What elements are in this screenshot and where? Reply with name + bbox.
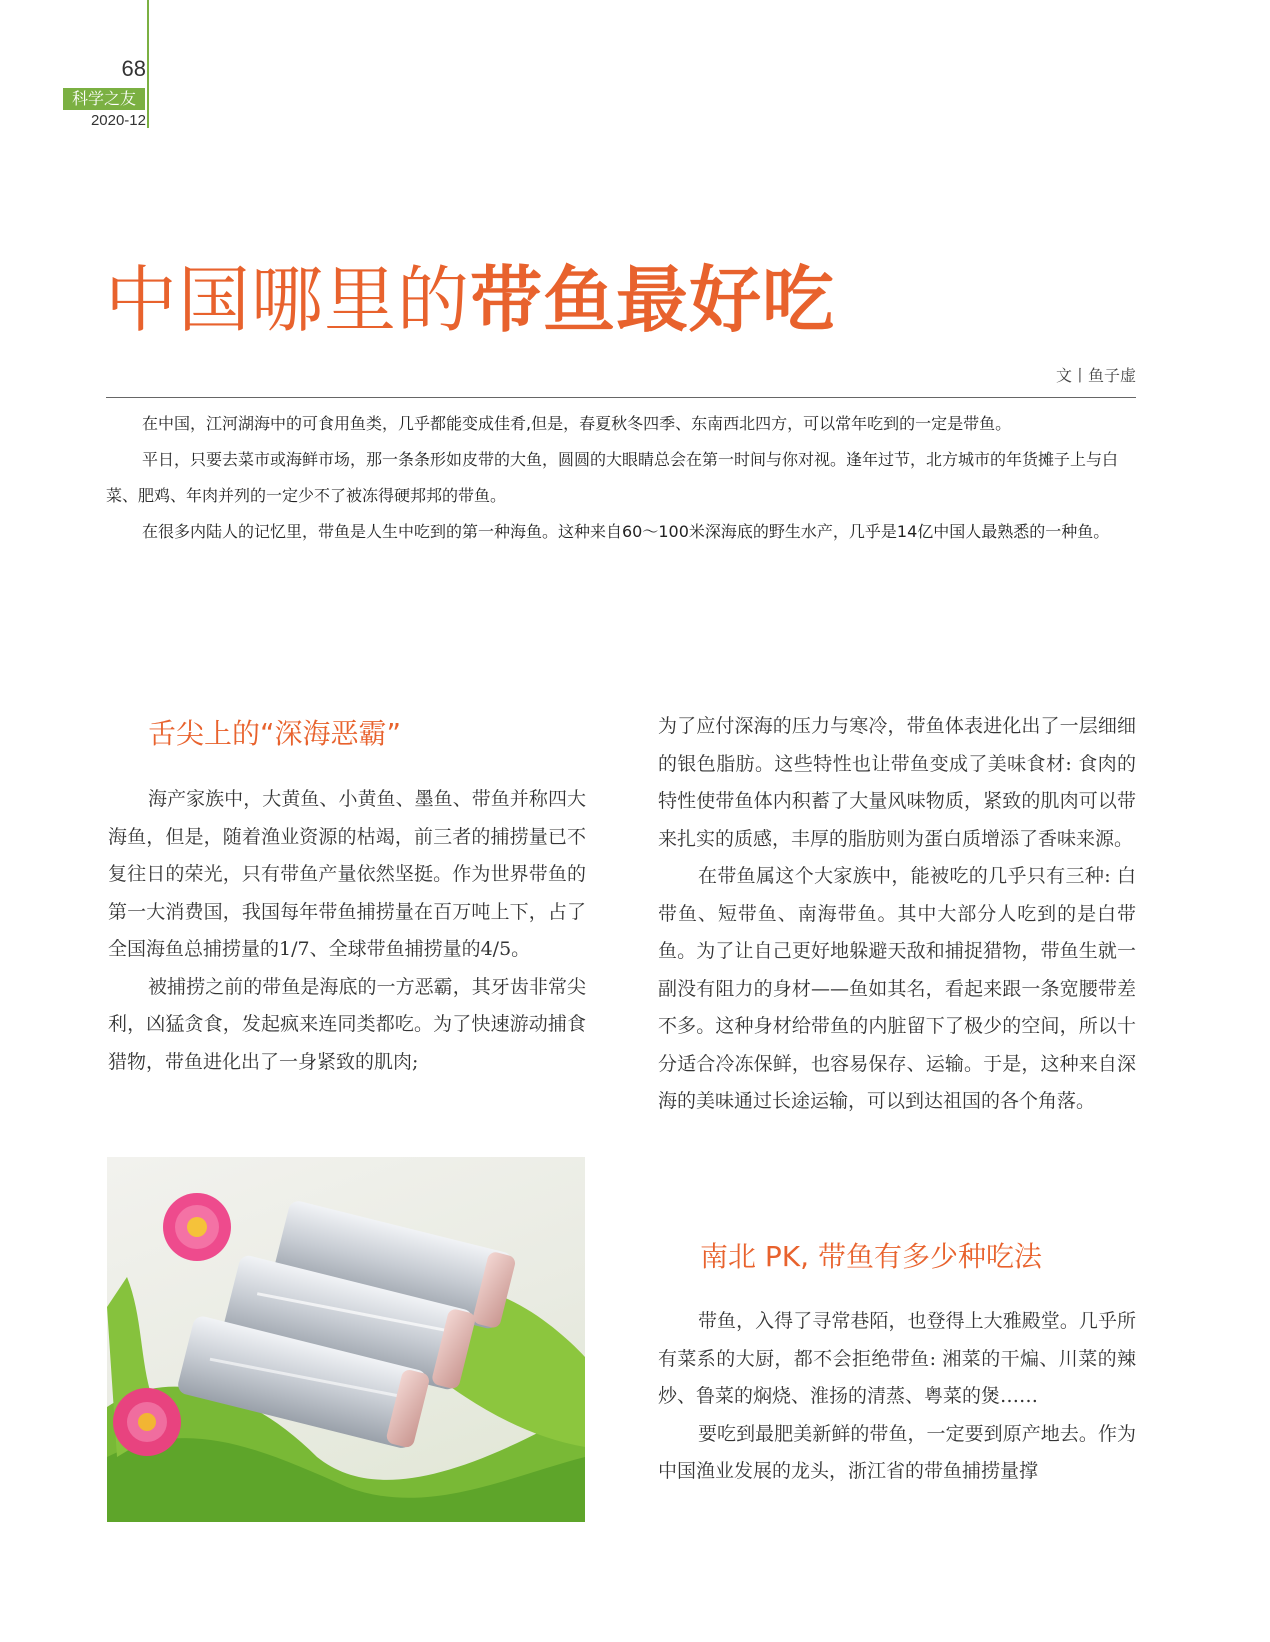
section-heading-north-south: 南北 PK, 带鱼有多少种吃法 xyxy=(700,1240,1042,1273)
author-byline: 文丨鱼子虚 xyxy=(1055,366,1136,385)
body-paragraph: 为了应付深海的压力与寒冷，带鱼体表进化出了一层细细的银色脂肪。这些特性也让带鱼变成了美味食材: 食肉的特性使带鱼体内积蓄了大量风味物质，紧致的肌肉可以带来扎实的质感，丰厚的脂肪则为蛋白质增添了香味来源。 xyxy=(658,715,1136,850)
intro-block xyxy=(106,406,1136,550)
body-paragraph: 带鱼，入得了寻常巷陌，也登得上大雅殿堂。几乎所有菜系的大厨，都不会拒绝带鱼: 湘菜的干煸、川菜的辣炒、鲁菜的焖烧、淮扬的清蒸、粤菜的煲…… xyxy=(658,1310,1136,1407)
title-light-part: 中国哪里的 xyxy=(105,258,471,342)
title-divider xyxy=(106,397,1136,398)
right-column-lower xyxy=(658,1303,1136,1491)
hairtail-fish-photo xyxy=(107,1157,585,1522)
right-column xyxy=(658,708,1136,1121)
intro-paragraph: 平日，只要去菜市或海鲜市场，那一条条形如皮带的大鱼，圆圆的大眼睛总会在第一时间与你对视。逢年过节，北方城市的年货摊子上与白菜、肥鸡、年肉并列的一定少不了被冻得硬邦邦的带鱼。 xyxy=(106,450,1119,505)
body-paragraph: 要吃到最肥美新鲜的带鱼，一定要到原产地去。作为中国渔业发展的龙头，浙江省的带鱼捕捞量撑 xyxy=(658,1422,1136,1482)
magazine-name-badge: 科学之友 xyxy=(63,88,145,110)
pink-flower-icon xyxy=(113,1388,181,1456)
page-number: 68 xyxy=(121,56,146,81)
intro-paragraph: 在中国，江河湖海中的可食用鱼类，几乎都能变成佳肴,但是，春夏秋冬四季、东南西北四方，可以常年吃到的一定是带鱼。 xyxy=(142,414,1012,433)
body-paragraph: 在带鱼属这个大家族中，能被吃的几乎只有三种: 白带鱼、短带鱼、南海带鱼。其中大部分人吃到的是白带鱼。为了让自己更好地躲避天敌和捕捉猎物，带鱼生就一副没有阻力的身材——鱼如其名，看起来跟一条宽腰带差不多。这种身材给带鱼的内脏留下了极少的空间，所以十分适合冷冻保鲜，也容易保存、运输。于是，这种来自深海的美味通过长途运输，可以到达祖国的各个角落。 xyxy=(658,865,1136,1112)
body-paragraph: 海产家族中，大黄鱼、小黄鱼、墨鱼、带鱼并称四大海鱼，但是，随着渔业资源的枯竭，前三者的捕捞量已不复往日的荣光，只有带鱼产量依然坚挺。作为世界带鱼的第一大消费国，我国每年带鱼捕捞量在百万吨上下，占了全国海鱼总捕捞量的1/7、全球带鱼捕捞量的4/5。 xyxy=(108,788,586,960)
section-heading-deep-sea: 舌尖上的“深海恶霸” xyxy=(148,717,402,750)
intro-paragraph: 在很多内陆人的记忆里，带鱼是人生中吃到的第一种海鱼。这种来自60～100米深海底的野生水产，几乎是14亿中国人最熟悉的一种鱼。 xyxy=(142,522,1110,541)
fish-plate-illustration xyxy=(107,1157,585,1522)
header-divider-line xyxy=(147,0,149,128)
article-title xyxy=(105,255,835,345)
left-column xyxy=(108,781,586,1081)
issue-date: 2020-12 xyxy=(90,112,146,129)
pink-flower-icon xyxy=(163,1193,231,1261)
body-paragraph: 被捕捞之前的带鱼是海底的一方恶霸，其牙齿非常尖利，凶猛贪食，发起疯来连同类都吃。为了快速游动捕食猎物，带鱼进化出了一身紧致的肌肉; xyxy=(108,975,586,1073)
title-bold-part: 带鱼最好吃 xyxy=(470,258,836,342)
